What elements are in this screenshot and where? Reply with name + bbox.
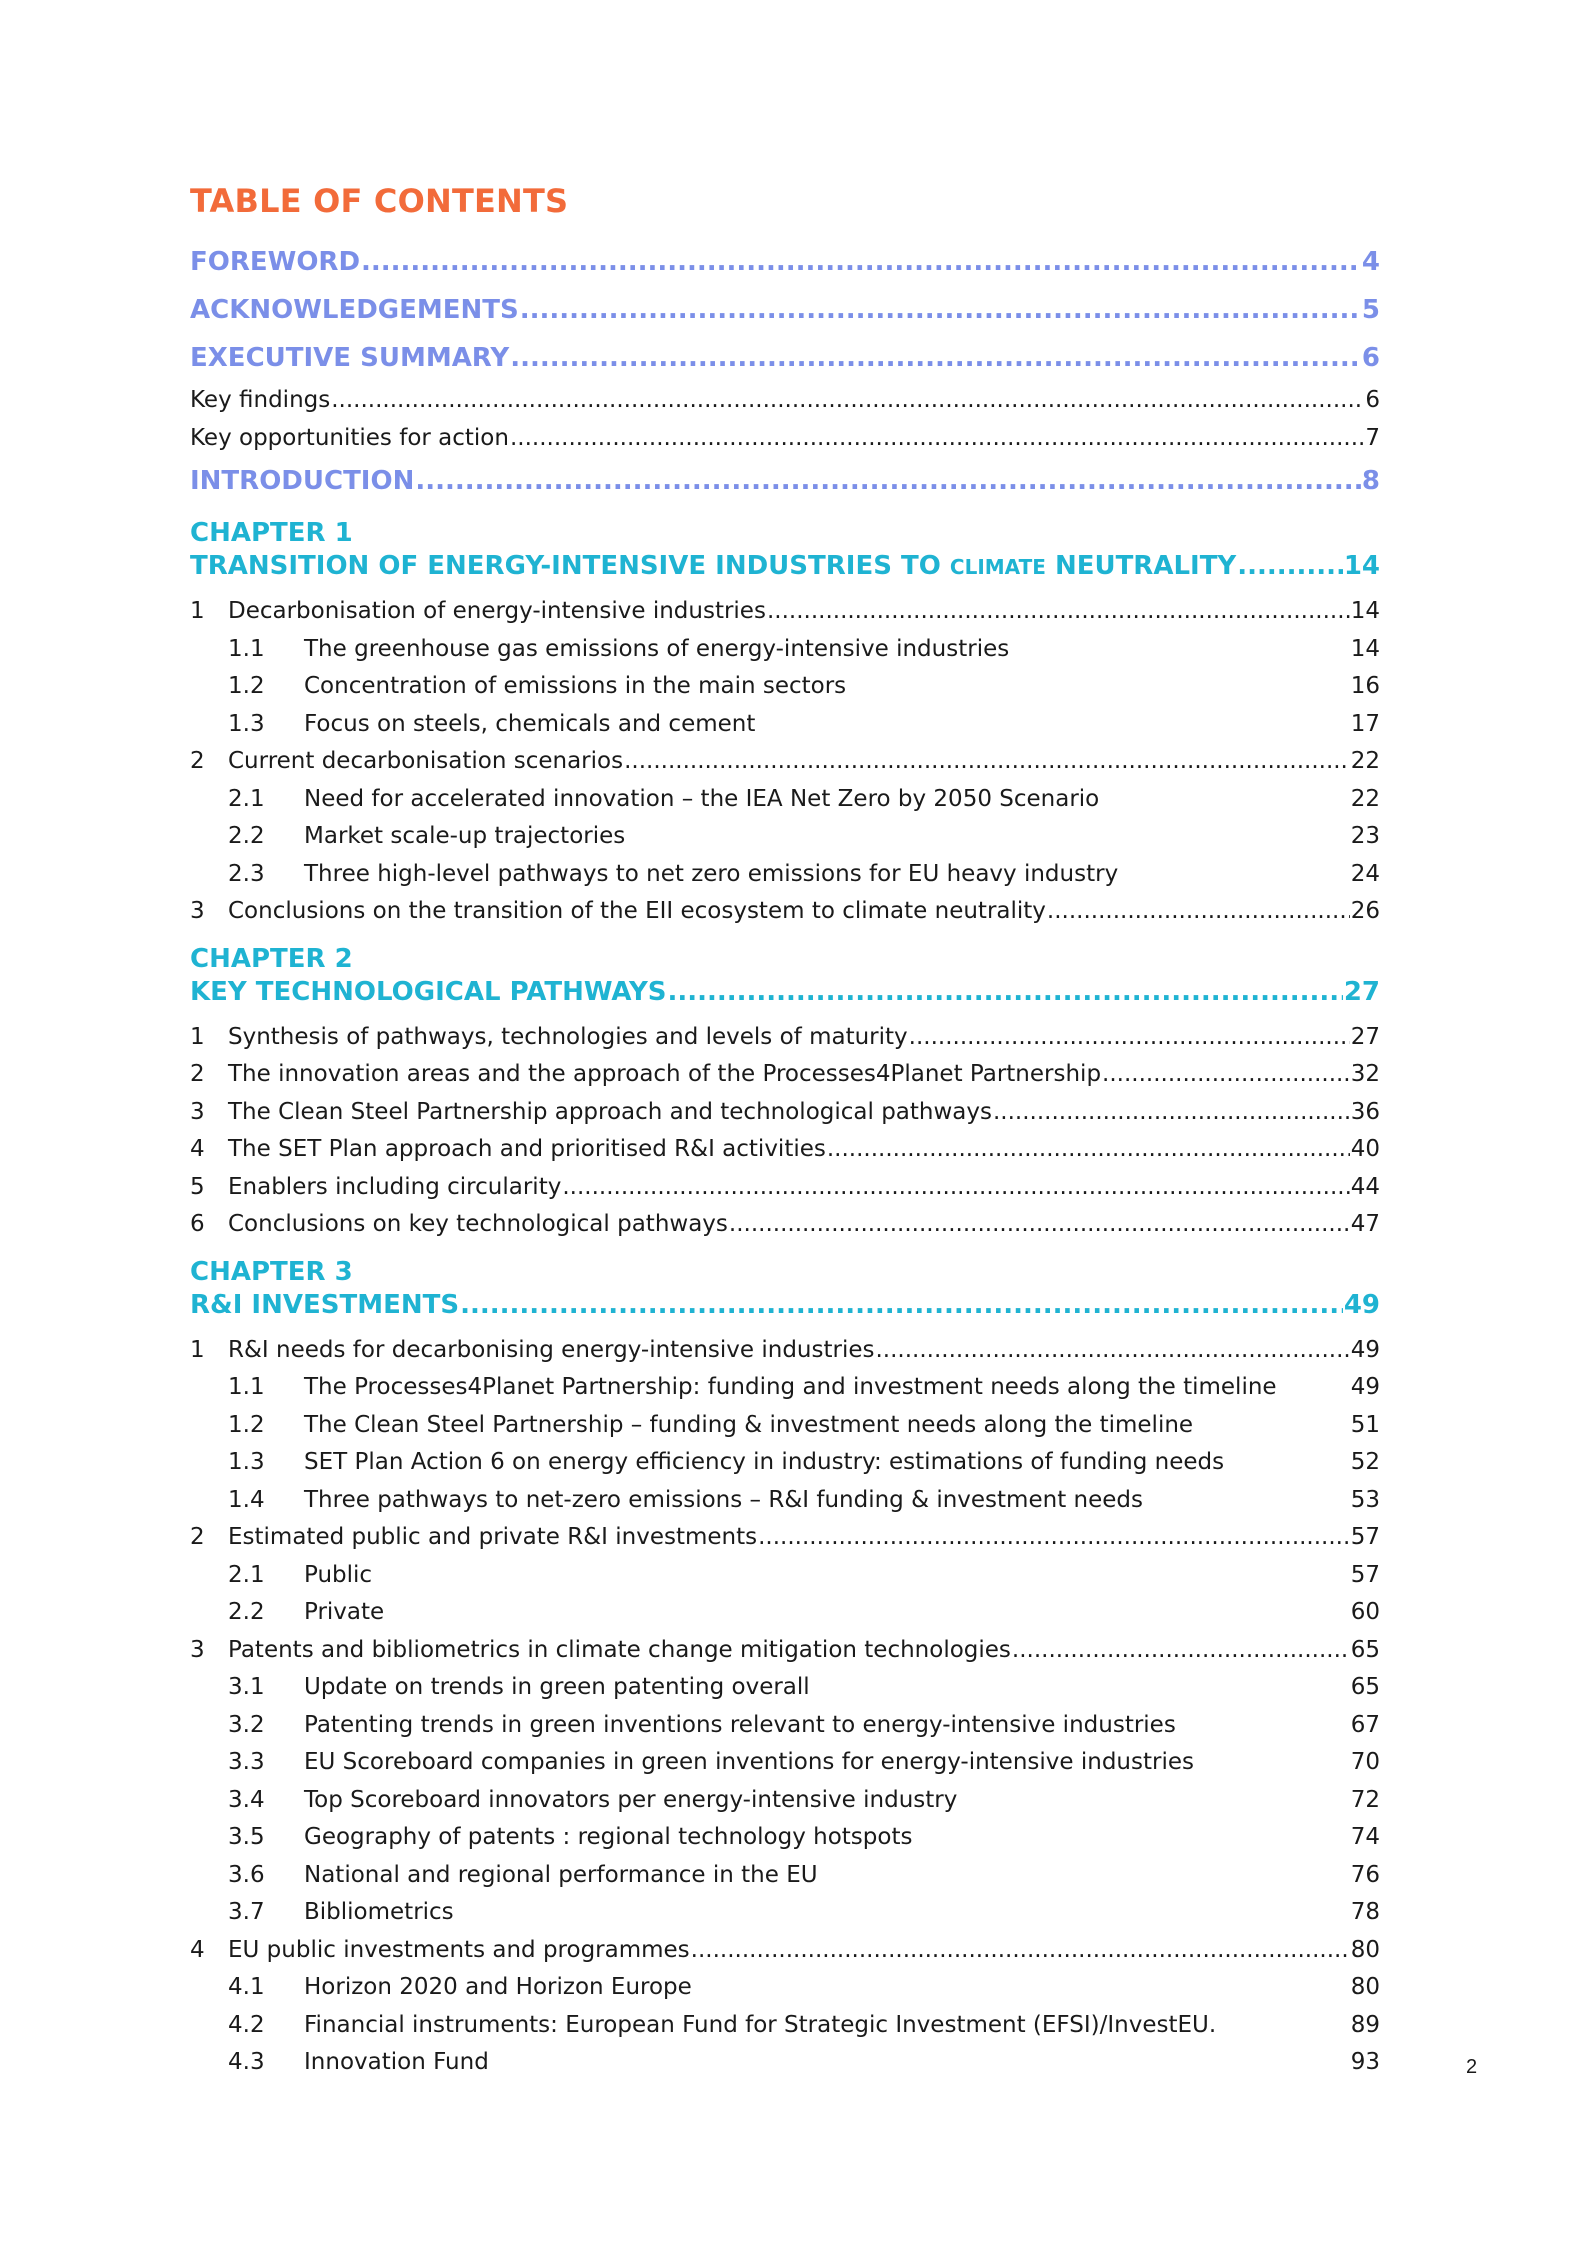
toc-entry-number: 3.6 (228, 1861, 265, 1888)
toc-entry-page: 40 (1350, 1136, 1380, 1162)
toc-subsection[interactable] (190, 856, 1380, 894)
toc-entry-page: 49 (1350, 1336, 1380, 1363)
toc-entry-number: 2.1 (228, 1561, 265, 1588)
toc-entry-label: Focus on steels, chemicals and cement (304, 710, 756, 737)
toc-subsection[interactable] (190, 1594, 1380, 1632)
toc-section[interactable] (190, 1332, 1380, 1370)
toc-entry-number: 4 (190, 1936, 205, 1963)
toc-section[interactable] (190, 1131, 1380, 1169)
toc-entry-page: 52 (1350, 1449, 1380, 1475)
toc-entry-page: 89 (1350, 2011, 1380, 2038)
toc-entry-page: 44 (1350, 1173, 1380, 1200)
toc-subsection[interactable] (190, 1744, 1380, 1782)
toc-entry-page: 32 (1350, 1061, 1380, 1087)
toc-entry-label: The Processes4Planet Partnership: funding and investment needs along the timeline (304, 1374, 1277, 1400)
toc-subsection[interactable] (190, 1444, 1380, 1482)
toc-entry-label: 2 Current decarbonisation scenarios (190, 743, 623, 781)
toc-entry-page: 93 (1350, 2049, 1380, 2075)
toc-entry-label: National and regional performance in the EU (304, 1861, 818, 1888)
toc-entry-page: 57 (1350, 1524, 1380, 1550)
toc-entry-label: SET Plan Action 6 on energy efficiency in industry: estimations of funding needs (304, 1449, 1225, 1475)
toc-title: TABLE OF CONTENTS (190, 182, 569, 220)
dot-leader (510, 334, 1361, 382)
dot-leader (729, 1206, 1350, 1244)
toc-section[interactable] (190, 1632, 1380, 1670)
toc-entry-number: 2 (190, 748, 205, 774)
toc-subsection[interactable] (190, 1969, 1380, 2007)
toc-entry-number: 1.1 (228, 635, 265, 662)
toc-entry-page: 14 (1343, 551, 1380, 581)
dot-leader (875, 1332, 1349, 1370)
toc-subsection[interactable] (190, 1894, 1380, 1932)
toc-entry-page: 49 (1343, 1289, 1380, 1320)
toc-entry-label: 1 R&I needs for decarbonising energy-intensive industries (190, 1332, 874, 1370)
page-number: 2 (1466, 2056, 1478, 2078)
toc-entry-number: 3.2 (228, 1711, 265, 1738)
toc-entry-page: 51 (1350, 1411, 1380, 1438)
toc-entry-label: The Clean Steel Partnership – funding & investment needs along the timeline (304, 1411, 1194, 1438)
toc-subsection[interactable] (190, 2007, 1380, 2045)
toc-entry-page: 80 (1350, 1936, 1380, 1963)
toc-entry-page: 14 (1350, 635, 1380, 662)
dot-leader (331, 382, 1364, 420)
toc-entry-page: 27 (1343, 976, 1380, 1007)
toc-entry-label: Three pathways to net-zero emissions – R&I funding & investment needs (304, 1486, 1143, 1513)
toc-entry-page: 60 (1350, 1599, 1380, 1625)
toc-entry-key-findings[interactable] (190, 382, 1380, 420)
toc-entry-page: 53 (1350, 1486, 1380, 1513)
toc-entry-introduction[interactable] (190, 457, 1380, 505)
toc-entry-number: 3.5 (228, 1824, 265, 1850)
toc-entry-page: 6 (1365, 387, 1380, 413)
dot-leader (668, 976, 1343, 1009)
toc-entry-label: INTRODUCTION (190, 466, 415, 496)
toc-entry-label: Innovation Fund (304, 2049, 489, 2075)
toc-entry-number: 1 (190, 598, 205, 624)
toc-section[interactable] (190, 1056, 1380, 1094)
toc-section[interactable] (190, 893, 1380, 931)
toc-subsection[interactable] (190, 1819, 1380, 1857)
toc-entry-number: 4.3 (228, 2049, 265, 2075)
toc-entry-number: 6 (190, 1211, 205, 1237)
toc-entry-page: 57 (1350, 1561, 1380, 1588)
toc-entry-label: 2 The innovation areas and the approach of the Processes4Planet Partnership (190, 1056, 1101, 1094)
toc-entry-number: 4.1 (228, 1974, 265, 2000)
toc-entry-chapter-2[interactable] (190, 976, 1380, 1009)
toc-entry-page: 14 (1350, 598, 1380, 624)
toc-entry-page: 47 (1350, 1211, 1380, 1237)
chapter-3-sections (190, 1332, 1380, 2082)
toc-subsection[interactable] (190, 818, 1380, 856)
toc-entry-page: 70 (1350, 1749, 1380, 1775)
dot-leader (1102, 1056, 1350, 1094)
toc-section[interactable] (190, 743, 1380, 781)
toc-entry-number: 3 (190, 1636, 205, 1663)
toc-entry-executive-summary[interactable] (190, 334, 1380, 382)
toc-entry-number: 1 (190, 1023, 205, 1050)
toc-subsection[interactable] (190, 1782, 1380, 1820)
toc-entry-label: Market scale-up trajectories (304, 823, 626, 849)
dot-leader (520, 286, 1361, 334)
toc-entry-number: 1.3 (228, 1449, 265, 1475)
dot-leader (691, 1932, 1350, 1970)
toc-entry-label: 4 EU public investments and programmes (190, 1932, 690, 1970)
toc-entry-number: 1.2 (228, 1411, 265, 1438)
toc-entry-label: Public (304, 1561, 373, 1588)
dot-leader (562, 1169, 1349, 1207)
toc-entry-label: 3 Conclusions on the transition of the EII ecosystem to climate neutrality (190, 893, 1046, 931)
toc-entry-page: 80 (1350, 1974, 1380, 2000)
toc-subsection[interactable] (190, 1407, 1380, 1445)
dot-leader (909, 1019, 1350, 1057)
toc-subsection[interactable] (190, 1482, 1380, 1520)
toc-entry-number: 4 (190, 1136, 205, 1162)
toc-entry-page: 78 (1350, 1899, 1380, 1925)
toc-entry-number: 2.2 (228, 1599, 265, 1625)
toc-entry-label: 2 Estimated public and private R&I investments (190, 1519, 757, 1557)
toc-entry-key-opportunities[interactable] (190, 420, 1380, 458)
dot-leader (1047, 893, 1350, 931)
toc-entry-page: 22 (1350, 785, 1380, 812)
toc-entry-chapter-1[interactable] (190, 550, 1380, 583)
toc-subsection[interactable] (190, 1369, 1380, 1407)
toc-entry-label: Top Scoreboard innovators per energy-intensive industry (304, 1786, 958, 1813)
toc-entry-page: 5 (1361, 295, 1380, 325)
toc-entry-number: 3 (190, 898, 205, 924)
toc-entry-page: 76 (1350, 1861, 1380, 1888)
dot-leader (460, 1289, 1343, 1322)
toc-entry-label: The greenhouse gas emissions of energy-intensive industries (304, 635, 1010, 662)
toc-entry-number: 5 (190, 1173, 205, 1200)
dot-leader (361, 238, 1361, 286)
toc-subsection[interactable] (190, 1557, 1380, 1595)
dot-leader (624, 743, 1350, 781)
toc-entry-number: 3.4 (228, 1786, 265, 1813)
toc-entry-foreword[interactable] (190, 238, 1380, 286)
chapter-2-sections (190, 1019, 1380, 1244)
toc-entry-label: 3 Patents and bibliometrics in climate change mitigation technologies (190, 1632, 1011, 1670)
toc-entry-number: 1.1 (228, 1374, 265, 1400)
chapter-2-title: KEY TECHNOLOGICAL PATHWAYS (190, 976, 667, 1007)
toc-entry-label: Financial instruments: European Fund for Strategic Investment (EFSI)/InvestEU. (304, 2011, 1217, 2038)
toc-entry-number: 1.2 (228, 673, 265, 699)
toc-entry-label: Patenting trends in green inventions relevant to energy-intensive industries (304, 1711, 1176, 1738)
dot-leader (993, 1094, 1350, 1132)
toc-entry-number: 3.7 (228, 1899, 265, 1925)
toc-entry-label: FOREWORD (190, 247, 361, 277)
toc-entry-label: 3 The Clean Steel Partnership approach and technological pathways (190, 1094, 992, 1132)
toc-entry-chapter-3[interactable] (190, 1289, 1380, 1322)
toc-entry-page: 4 (1361, 247, 1380, 277)
toc-entry-page: 24 (1350, 860, 1380, 887)
toc-entry-number: 4.2 (228, 2011, 265, 2038)
toc-entry-page: 22 (1350, 748, 1380, 774)
toc-entry-number: 1.4 (228, 1486, 265, 1513)
toc-entry-label: Private (304, 1599, 385, 1625)
toc-entry-number: 3.1 (228, 1674, 265, 1700)
chapter-1-title: TRANSITION OF ENERGY-INTENSIVE INDUSTRIES TO CLIMATE NEUTRALITY (190, 551, 1237, 581)
toc-entry-label: ACKNOWLEDGEMENTS (190, 295, 519, 325)
toc-section[interactable] (190, 1519, 1380, 1557)
dot-leader (510, 420, 1364, 458)
toc-section[interactable] (190, 1094, 1380, 1132)
toc-entry-number: 2 (190, 1524, 205, 1550)
dot-leader (758, 1519, 1350, 1557)
toc-entry-label: 4 The SET Plan approach and prioritised R&I activities (190, 1131, 826, 1169)
toc-page (190, 182, 1380, 2082)
toc-entry-number: 2.1 (228, 785, 265, 812)
toc-section[interactable] (190, 1932, 1380, 1970)
toc-entry-label: Concentration of emissions in the main sectors (304, 673, 847, 699)
toc-entry-page: 23 (1350, 823, 1380, 849)
toc-entry-number: 2.2 (228, 823, 265, 849)
toc-entry-page: 8 (1361, 466, 1380, 496)
toc-subsection[interactable] (190, 706, 1380, 744)
toc-entry-page: 17 (1350, 710, 1380, 737)
chapter-1-heading: CHAPTER 1 (190, 518, 353, 548)
toc-entry-label: Key findings (190, 387, 331, 413)
toc-entry-page: 27 (1350, 1023, 1380, 1050)
toc-entry-label: Three high-level pathways to net zero emissions for EU heavy industry (304, 860, 1119, 887)
toc-entry-page: 6 (1361, 343, 1380, 373)
toc-subsection[interactable] (190, 2044, 1380, 2082)
toc-section[interactable] (190, 1019, 1380, 1057)
toc-entry-number: 2.3 (228, 860, 265, 887)
toc-entry-number: 3 (190, 1098, 205, 1125)
toc-entry-page: 36 (1350, 1098, 1380, 1125)
toc-entry-label: Bibliometrics (304, 1899, 454, 1925)
toc-entry-page: 65 (1350, 1636, 1380, 1663)
dot-leader (1012, 1632, 1350, 1670)
toc-entry-label: EU Scoreboard companies in green inventions for energy-intensive industries (304, 1749, 1194, 1775)
toc-entry-number: 1 (190, 1336, 205, 1363)
toc-subsection[interactable] (190, 668, 1380, 706)
toc-subsection[interactable] (190, 781, 1380, 819)
toc-entry-label: Key opportunities for action (190, 424, 509, 451)
dot-leader (1237, 550, 1343, 583)
toc-entry-number: 1.3 (228, 710, 265, 737)
toc-entry-acknowledgements[interactable] (190, 286, 1380, 334)
toc-entry-page: 67 (1350, 1711, 1380, 1738)
toc-entry-label: 6 Conclusions on key technological pathways (190, 1206, 728, 1244)
toc-subsection[interactable] (190, 1707, 1380, 1745)
dot-leader (415, 457, 1361, 505)
toc-subsection[interactable] (190, 1857, 1380, 1895)
toc-entry-page: 65 (1350, 1674, 1380, 1700)
toc-entry-number: 3.3 (228, 1749, 265, 1775)
toc-entry-label: 1 Synthesis of pathways, technologies and levels of maturity (190, 1019, 908, 1057)
chapter-3-title: R&I INVESTMENTS (190, 1289, 460, 1320)
toc-subsection[interactable] (190, 1669, 1380, 1707)
toc-entry-page: 49 (1350, 1374, 1380, 1400)
toc-entry-label: EXECUTIVE SUMMARY (190, 343, 510, 373)
toc-entry-label: Update on trends in green patenting overall (304, 1674, 810, 1700)
chapter-1-sections (190, 593, 1380, 931)
toc-entry-label: Geography of patents : regional technology hotspots (304, 1824, 913, 1850)
toc-section[interactable] (190, 1206, 1380, 1244)
toc-entry-page: 7 (1365, 424, 1380, 451)
toc-entry-label: 1 Decarbonisation of energy-intensive industries (190, 593, 766, 631)
toc-entry-page: 16 (1350, 673, 1380, 699)
dot-leader (767, 593, 1350, 631)
toc-entry-label: Horizon 2020 and Horizon Europe (304, 1974, 692, 2000)
toc-entry-page: 74 (1350, 1824, 1380, 1850)
toc-entry-page: 26 (1350, 898, 1380, 924)
toc-section[interactable] (190, 1169, 1380, 1207)
chapter-2-heading: CHAPTER 2 (190, 943, 353, 974)
toc-entry-page: 72 (1350, 1786, 1380, 1813)
toc-entry-label: 5 Enablers including circularity (190, 1169, 561, 1207)
toc-subsection[interactable] (190, 631, 1380, 669)
chapter-3-heading: CHAPTER 3 (190, 1256, 353, 1287)
dot-leader (827, 1131, 1350, 1169)
toc-entry-number: 2 (190, 1061, 205, 1087)
toc-entry-label: Need for accelerated innovation – the IEA Net Zero by 2050 Scenario (304, 785, 1100, 812)
toc-section[interactable] (190, 593, 1380, 631)
